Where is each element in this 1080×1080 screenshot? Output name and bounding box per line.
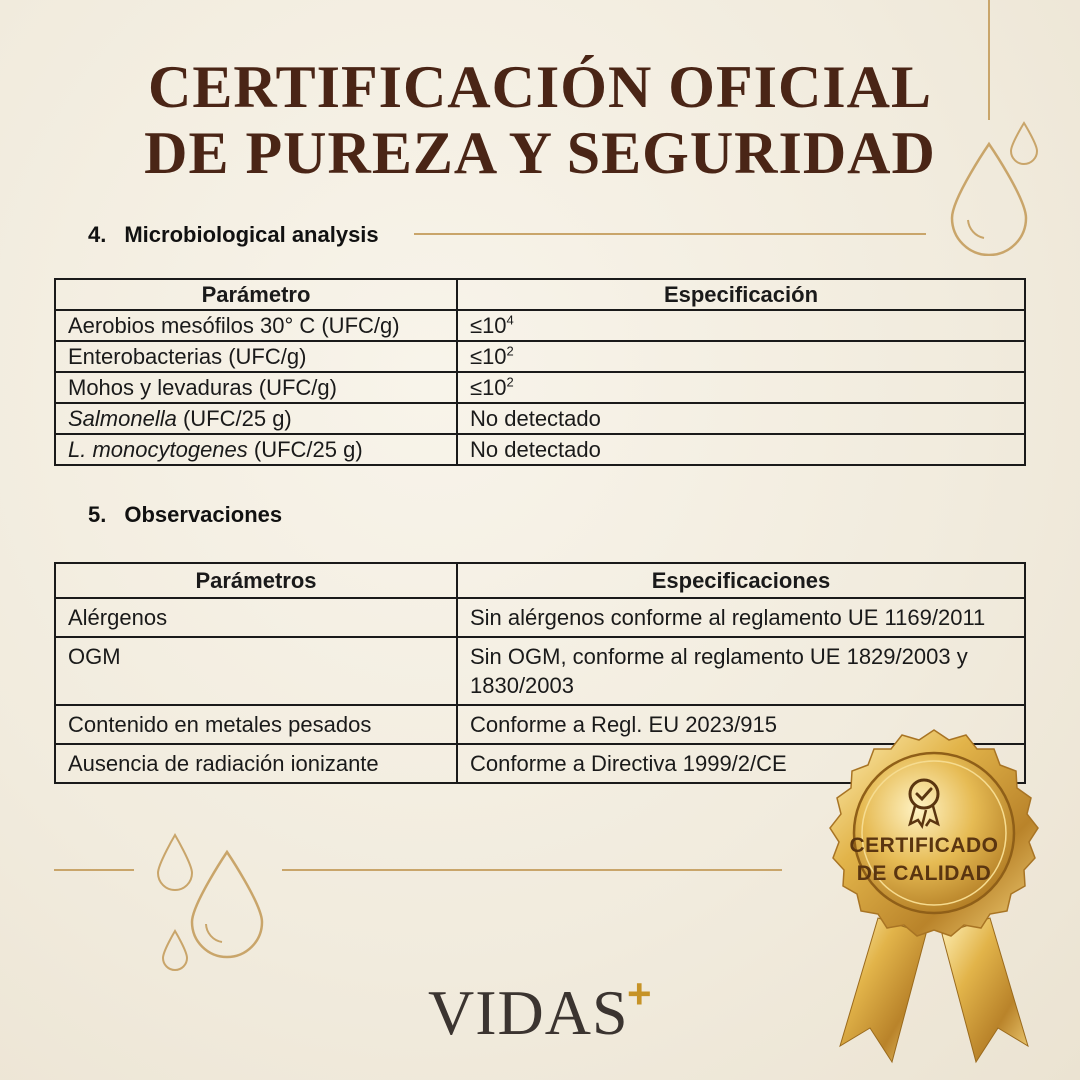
param-cell: Aerobios mesófilos 30° C (UFC/g) [55,310,457,341]
column-header: Especificaciones [457,563,1025,598]
spec-cell: Sin alérgenos conforme al reglamento UE 1169/2011 [457,598,1025,637]
section4-heading [88,222,379,248]
section5-title: Observaciones [124,502,283,527]
table-row [55,598,1025,637]
spec-cell: $\le 10^4$ [457,310,1025,341]
brand-logo [428,970,653,1050]
title-line-1: CERTIFICACIÓN OFICIAL [148,54,932,120]
param-cell: Mohos y levaduras (UFC/g) [55,372,457,403]
table-row [55,341,1025,372]
table-header-row [55,563,1025,598]
section5-heading [88,502,282,528]
table-header-row [55,279,1025,310]
section5-number: 5. [88,502,107,527]
spec-cell: Conforme a Regl. EU 2023/915 [457,705,1025,744]
section4-number: 4. [88,222,107,247]
section4-rule [414,233,926,235]
param-cell: Alérgenos [55,598,457,637]
spec-cell: Conforme a Directiva 1999/2/CE [457,744,1025,783]
spec-cell: $\le 10^2$ [457,372,1025,403]
spec-cell: No detectado [457,434,1025,465]
bottom-left-rule [54,869,134,871]
table-row [55,434,1025,465]
ribbon-right [942,918,1028,1062]
page-title [0,54,1080,186]
top-right-vertical-rule [988,0,990,120]
section4-title: Microbiological analysis [124,222,379,247]
param-cell: Salmonella (UFC/25 g) [55,403,457,434]
seal-line-1: CERTIFICADO [849,834,999,857]
table-row [55,403,1025,434]
seal-line-2: DE CALIDAD [856,862,992,885]
spec-cell: No detectado [457,403,1025,434]
column-header: Especificación [457,279,1025,310]
logo-text: VIDAS [428,977,629,1048]
logo-plus: + [627,970,653,1017]
bottom-center-rule [282,869,782,871]
table-row [55,637,1025,705]
microbiological-table [54,278,1026,466]
seal-label [808,832,1040,888]
title-line-2: DE PUREZA Y SEGURIDAD [144,120,936,186]
table-row [55,310,1025,341]
param-cell: Enterobacterias (UFC/g) [55,341,457,372]
spec-cell: Sin OGM, conforme al reglamento UE 1829/2003 y 1830/2003 [457,637,1025,705]
drop-icon [186,848,268,960]
drop-icon [1008,120,1040,166]
quality-seal [808,728,1060,1070]
table-row [55,372,1025,403]
spec-cell: $\le 10^2$ [457,341,1025,372]
ribbon-left [840,918,926,1062]
param-cell: Contenido en metales pesados [55,705,457,744]
column-header: Parámetros [55,563,457,598]
param-cell: Ausencia de radiación ionizante [55,744,457,783]
param-cell: OGM [55,637,457,705]
column-header: Parámetro [55,279,457,310]
drop-icon [160,928,190,972]
param-cell: L. monocytogenes (UFC/25 g) [55,434,457,465]
